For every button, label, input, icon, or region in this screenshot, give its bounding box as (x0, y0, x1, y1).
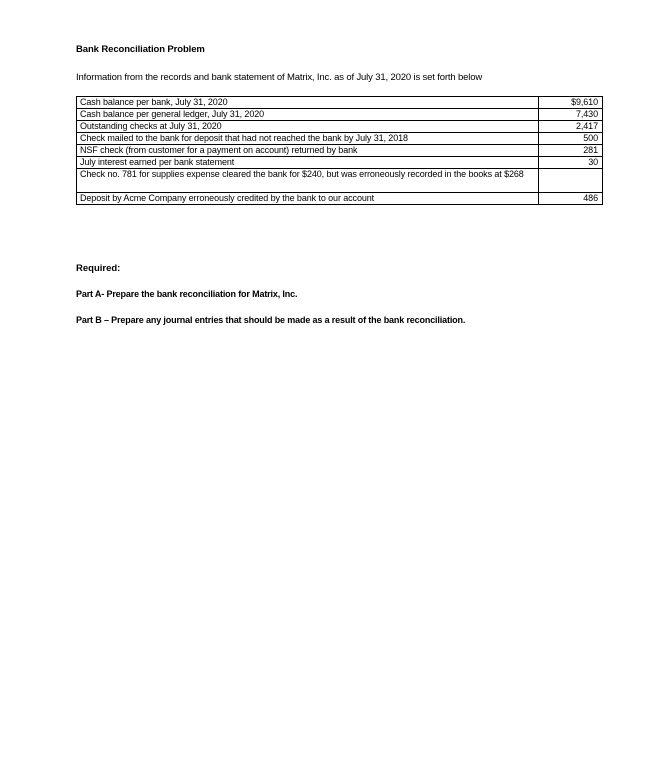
table-row (77, 193, 603, 205)
row-amount: 30 (539, 157, 603, 169)
row-description: Check mailed to the bank for deposit that had not reached the bank by July 31, 2018 (77, 133, 539, 145)
table-row (77, 121, 603, 133)
row-description: Deposit by Acme Company erroneously credited by the bank to our account (77, 193, 539, 205)
row-amount (539, 169, 603, 193)
row-description: Check no. 781 for supplies expense cleared the bank for $240, but was erroneously recorded in the books at $268 (77, 169, 539, 193)
table-row (77, 145, 603, 157)
row-description: Cash balance per bank, July 31, 2020 (77, 97, 539, 109)
part-a-instruction: Part A- Prepare the bank reconciliation for Matrix, Inc. (76, 289, 298, 299)
reconciliation-info-table (76, 96, 603, 205)
table-row (77, 97, 603, 109)
required-heading: Required: (76, 263, 121, 274)
table-row (77, 169, 603, 193)
row-description: Outstanding checks at July 31, 2020 (77, 121, 539, 133)
row-description: Cash balance per general ledger, July 31, 2020 (77, 109, 539, 121)
row-amount: 486 (539, 193, 603, 205)
row-amount: 2,417 (539, 121, 603, 133)
row-amount: 281 (539, 145, 603, 157)
table-row (77, 109, 603, 121)
row-amount: 7,430 (539, 109, 603, 121)
table-row (77, 157, 603, 169)
row-description: NSF check (from customer for a payment on account) returned by bank (77, 145, 539, 157)
table-row (77, 133, 603, 145)
row-description: July interest earned per bank statement (77, 157, 539, 169)
row-amount: 500 (539, 133, 603, 145)
page-title: Bank Reconciliation Problem (76, 44, 205, 55)
row-amount: $9,610 (539, 97, 603, 109)
part-b-instruction: Part B – Prepare any journal entries that should be made as a result of the bank reconciliation. (76, 315, 466, 325)
intro-text: Information from the records and bank statement of Matrix, Inc. as of July 31, 2020 is set forth below (76, 72, 483, 83)
